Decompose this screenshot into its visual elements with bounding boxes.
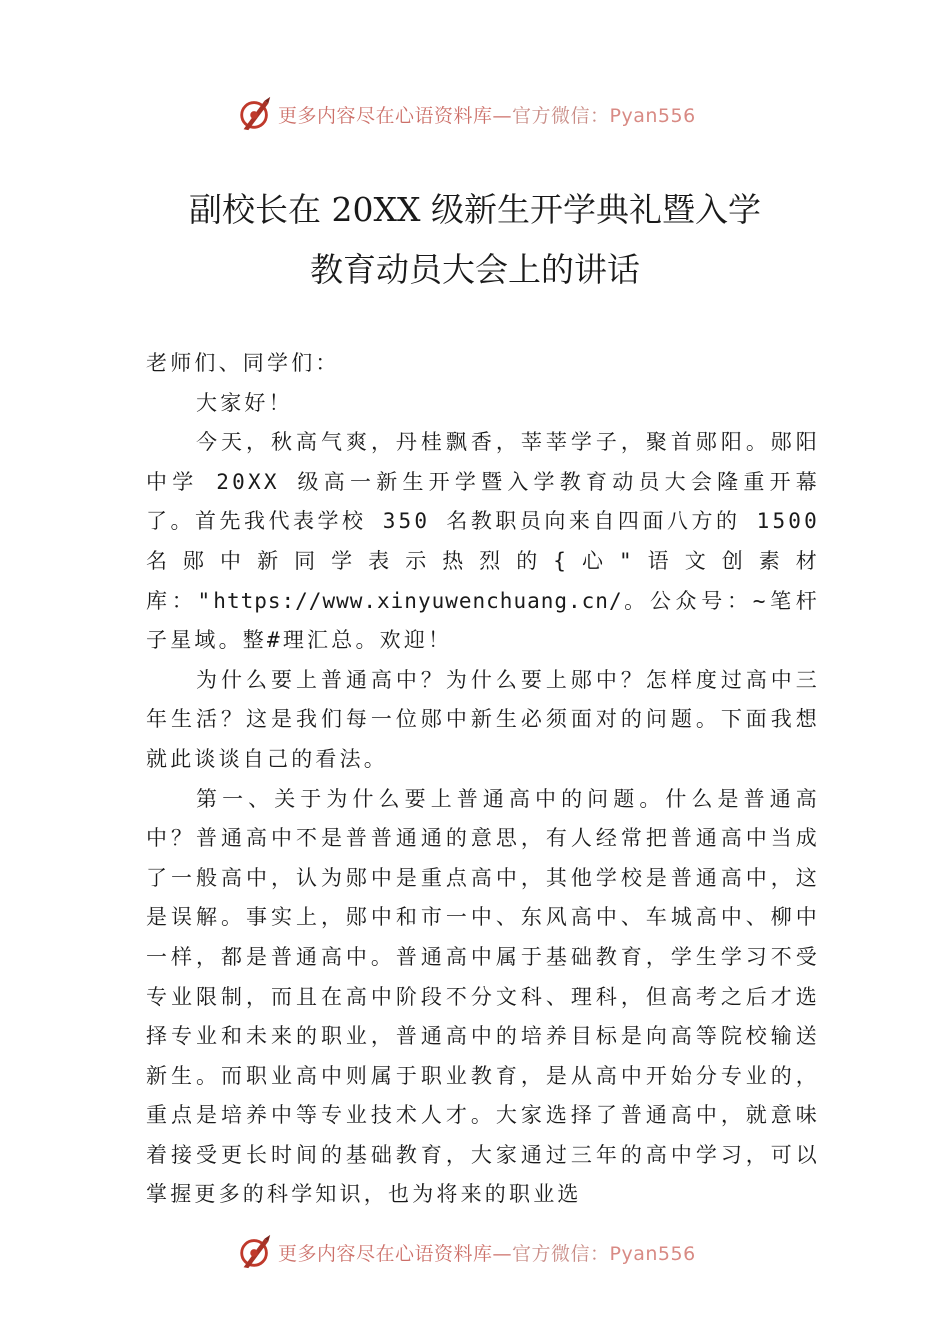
quill-pen-circle-logo-icon [236, 95, 274, 133]
watermark-text [278, 101, 696, 128]
footer-watermark [236, 1232, 696, 1272]
watermark-wechat-label: 官方微信： [512, 104, 610, 127]
greeting: 大家好！ [196, 390, 293, 415]
title-line-2: 教育动员大会上的讲话 [310, 250, 640, 289]
document-title [0, 180, 950, 300]
salutation: 老师们、同学们： [146, 351, 340, 375]
paragraph-1-url: https://www.xinyuwenchuang.cn/ [213, 588, 623, 613]
paragraph-1-text-a: 今天，秋高气爽，丹桂飘香，莘莘学子，聚首郧阳。郧阳中学 20XX 级高一新生开学暨入学教育动员大会隆重开幕了。首先我代表学校 350 名教职员向来自四面八方的 1500 名郧中新同学表示热烈的{心"语文创素材库：" [146, 430, 820, 613]
watermark-wechat-id: Pyan556 [609, 1242, 696, 1265]
paragraph-1-text-b: 。公众号：~笔杆子星域。整#理汇总。欢迎！ [146, 588, 820, 653]
quill-pen-circle-logo-icon [236, 1233, 274, 1271]
watermark-wechat-id: Pyan556 [609, 104, 696, 127]
watermark-site-text: 更多内容尽在心语资料库— [278, 104, 513, 127]
watermark-wechat-label: 官方微信： [512, 1242, 610, 1265]
paragraph-3: 第一、关于为什么要上普通高中的问题。什么是普通高中？普通高中不是普普通通的意思，有人经常把普通高中当成了一般高中，认为郧中是重点高中，其他学校是普通高中，这是误解。事实上，郧中和市一中、东风高中、车城高中、柳中一样，都是普通高中。普通高中属于基础教育，学生学习不受专业限制，而且在高中阶段不分文科、理科，但高考之后才选择专业和未来的职业，普通高中的培养目标是向高等院校输送新生。而职业高中则属于职业教育，是从高中开始分专业的，重点是培养中等专业技术人才。大家选择了普通高中，就意味着接受更长时间的基础教育，大家通过三年的高中学习，可以掌握更多的科学知识，也为将来的职业选 [146, 786, 820, 1207]
document-body [146, 344, 820, 1215]
title-line-1: 副校长在 20XX 级新生开学典礼暨入学 [189, 190, 761, 229]
watermark-site-text: 更多内容尽在心语资料库— [278, 1242, 513, 1265]
paragraph-1 [146, 423, 820, 661]
paragraph-2: 为什么要上普通高中？为什么要上郧中？怎样度过高中三年生活？这是我们每一位郧中新生必须面对的问题。下面我想就此谈谈自己的看法。 [146, 667, 820, 771]
watermark-text [278, 1239, 696, 1266]
header-watermark [236, 94, 696, 134]
